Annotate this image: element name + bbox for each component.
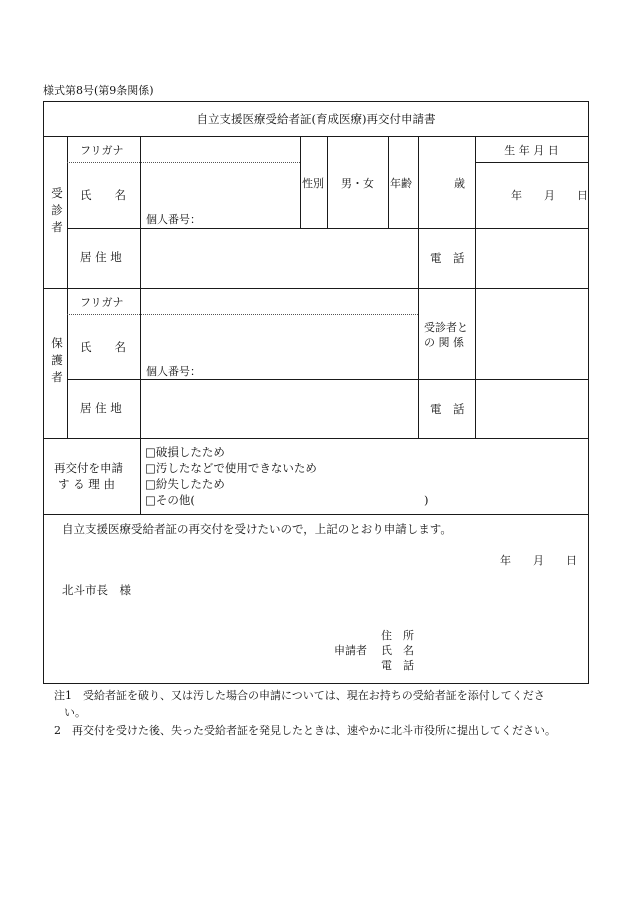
addressee: 北斗市長 様 xyxy=(62,583,131,597)
reason-other-field[interactable] xyxy=(197,492,421,506)
declaration-date[interactable]: 年 月 日 xyxy=(500,554,577,567)
guardian-name-label: 氏 名 xyxy=(80,340,126,354)
reason-option-damaged[interactable]: □破損したため xyxy=(145,445,225,459)
applicant-address-field[interactable] xyxy=(422,627,584,642)
guardian-personal-number-label: 個人番号： xyxy=(146,365,201,378)
reason-label-line1: 再交付を申請 xyxy=(54,461,123,475)
relation-label-line2: の 関 係 xyxy=(424,336,464,349)
note-2: 2 再交付を受けた後、失った受給者証を発見したときは、速やかに北斗市役所に提出してください。 xyxy=(54,724,556,737)
gender-options[interactable]: 男・女 xyxy=(341,177,374,190)
note-1-line2: い。 xyxy=(64,706,86,719)
guardian-furigana-label: フリガナ xyxy=(80,296,124,309)
patient-personal-number-label: 個人番号： xyxy=(146,213,201,226)
applicant-label: 申請者 xyxy=(334,644,367,657)
relation-field[interactable] xyxy=(476,290,587,378)
patient-phone-field[interactable] xyxy=(476,230,587,286)
patient-address-field[interactable] xyxy=(141,230,417,286)
patient-name-field[interactable] xyxy=(141,165,299,225)
reason-option-soiled[interactable]: □汚したなどで使用できないため xyxy=(145,461,317,475)
guardian-phone-label: 電 話 xyxy=(430,402,465,416)
guardian-furigana-field[interactable] xyxy=(141,291,417,311)
applicant-phone-label: 電 話 xyxy=(381,659,414,672)
guardian-section-label: 保護者 xyxy=(51,336,63,384)
guardian-name-field[interactable] xyxy=(141,317,417,377)
patient-phone-label: 電 話 xyxy=(430,251,465,265)
form-number: 様式第8号(第9条関係) xyxy=(43,84,154,97)
patient-name-label: 氏 名 xyxy=(80,188,126,202)
birthdate-field[interactable]: 年 月 日 xyxy=(511,189,588,202)
form-title: 自立支援医療受給者証(育成医療)再交付申請書 xyxy=(196,112,436,126)
patient-section-label: 受診者 xyxy=(51,186,63,234)
reason-label-line2: す る 理 由 xyxy=(58,477,115,491)
applicant-name-field[interactable] xyxy=(422,642,584,657)
applicant-phone-field[interactable] xyxy=(422,657,584,672)
guardian-phone-field[interactable] xyxy=(476,381,587,436)
age-unit: 歳 xyxy=(454,177,465,190)
applicant-address-label: 住 所 xyxy=(381,629,414,642)
guardian-address-label: 居 住 地 xyxy=(80,401,122,415)
relation-label-line1: 受診者と xyxy=(424,321,468,334)
age-label: 年齢 xyxy=(390,177,412,190)
guardian-address-field[interactable] xyxy=(141,381,417,436)
patient-furigana-label: フリガナ xyxy=(80,144,124,157)
birthdate-label: 生 年 月 日 xyxy=(504,144,559,157)
reason-option-lost[interactable]: □紛失したため xyxy=(145,477,225,491)
declaration-statement: 自立支援医療受給者証の再交付を受けたいので，上記のとおり申請します。 xyxy=(62,522,452,536)
applicant-name-label: 氏 名 xyxy=(381,644,414,657)
reason-other-close: ) xyxy=(424,493,429,507)
patient-furigana-field[interactable] xyxy=(141,140,299,160)
reason-option-other[interactable]: □その他( xyxy=(145,493,195,507)
patient-address-label: 居 住 地 xyxy=(80,250,122,264)
gender-label: 性別 xyxy=(302,177,324,190)
note-1-line1: 注1 受給者証を破り、又は汚した場合の申請については、現在お持ちの受給者証を添付してくださ xyxy=(54,689,545,702)
